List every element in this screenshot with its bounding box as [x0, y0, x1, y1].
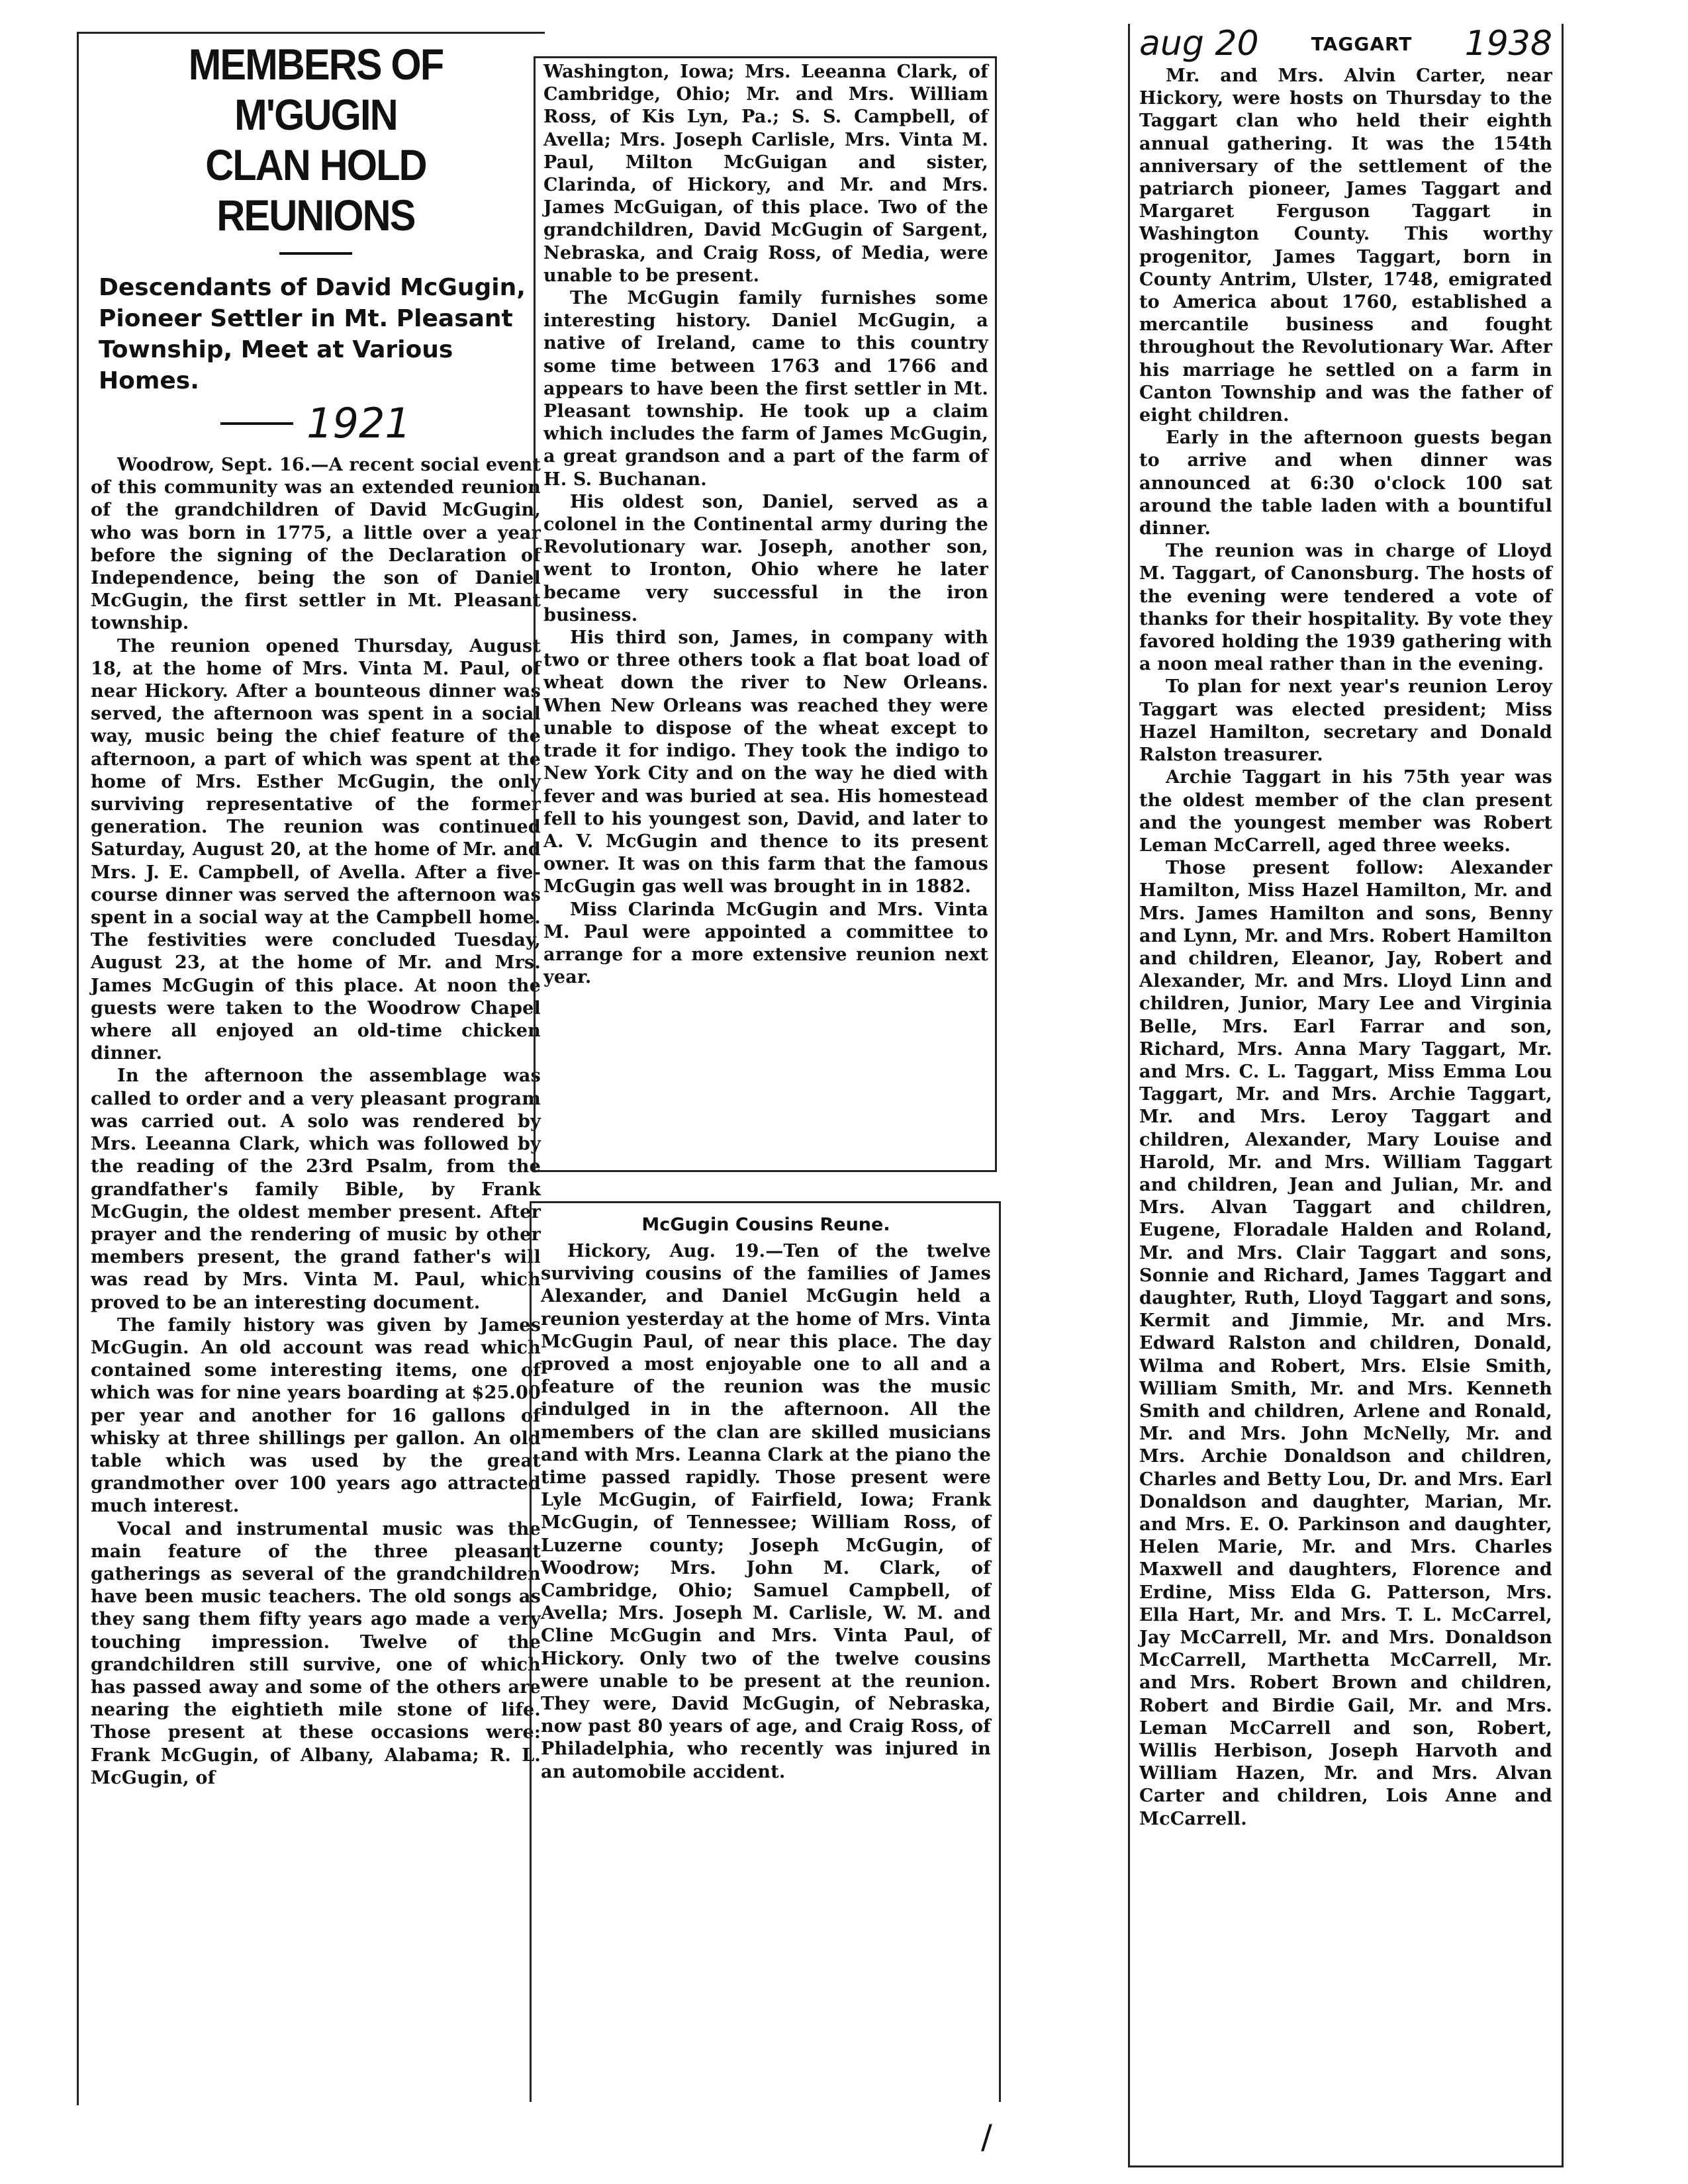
article-paragraph: Vocal and instrumental music was the main feature of the three pleasant gatherings as several of the grandchildren have been music teachers. The old songs as they sang them fifty years ago made a very touching impression. Twelve of the grandchildren still survive, one of which has passed away and some of the others are nearing the eightieth mile stone of life. Those present at these occasions were: Frank McGugin, of Albany, Alabama; R. L. McGugin, of [91, 1518, 541, 1788]
rule [279, 252, 352, 255]
article-paragraph: Archie Taggart in his 75th year was the oldest member of the clan present and the youngest member was Robert Leman McCarrell, aged three weeks. [1139, 767, 1552, 856]
article-paragraph: To plan for next year's reunion Leroy Taggart was elected president; Miss Hazel Hamilton, secretary and Donald Ralston treasurer. [1139, 676, 1552, 766]
header-row [1139, 24, 1552, 64]
year-row [91, 399, 541, 447]
article-paragraph: The reunion opened Thursday, August 18, at the home of Mrs. Vinta M. Paul, of near Hickory. After a bounteous dinner was served, the afternoon was spent in a social way, music being the chief feature of the afternoon, a part of which was spent at the home of Mrs. Esther McGugin, the only surviving representative of the former generation. The reunion was continued Saturday, August 20, at the home of Mr. and Mrs. J. E. Campbell, of Avella. After a five-course dinner was served the afternoon was spent in a social way at the Campbell home. The festivities were concluded Tuesday, August 23, at the home of Mr. and Mrs. James McGugin of this place. At noon the guests were taken to the Woodrow Chapel where all enjoyed an old-time chicken dinner. [91, 635, 541, 1064]
clipping-mcgugin-continuation [534, 56, 997, 1172]
headline: McGugin Cousins Reune. [641, 1214, 890, 1235]
headline-line-2: CLAN HOLD REUNIONS [205, 140, 426, 240]
handwritten-date: aug 20 [1139, 24, 1259, 64]
clipping-mcgugin-cousins [530, 1201, 1001, 2102]
article-paragraph: Washington, Iowa; Mrs. Leeanna Clark, of Cambridge, Ohio; Mr. and Mrs. William Ross, of Kis Lyn, Pa.; S. S. Campbell, of Avella; Mrs. Joseph Carlisle, Mrs. Vinta M. Paul, Milton McGuigan and sister, Clarinda, of Hickory, and Mr. and Mrs. James McGuigan, of this place. Two of the grandchildren, David McGugin of Sargent, Nebraska, and Craig Ross, of Media, were unable to be present. [543, 62, 988, 286]
article-paragraph: Those present follow: Alexander Hamilton, Miss Hazel Hamilton, Mr. and Mrs. James Hamilton and sons, Benny and Lynn, Mr. and Mrs. Robert Hamilton and children, Eleanor, Jay, Robert and Alexander, Mr. and Mrs. Lloyd Linn and children, Junior, Mary Lee and Virginia Belle, Mrs. Earl Farrar and son, Richard, Mrs. Anna Mary Taggart, Mr. and Mrs. C. L. Taggart, Miss Emma Lou Taggart, Mr. and Mrs. Archie Taggart, Mr. and Mrs. Leroy Taggart and children, Alexander, Mary Louise and Harold, Mr. and Mrs. William Taggart and children, Jean and Julian, Mr. and Mrs. Alvan Taggart and children, Eugene, Floradale Halden and Roland, Mr. and Mrs. Clair Taggart and sons, Sonnie and Richard, James Taggart and daughter, Ruth, Lloyd Taggart and sons, Kermit and Jimmie, Mr. and Mrs. Edward Ralston and children, Donald, Wilma and Robert, Mrs. Elsie Smith, William Smith, Mr. and Mrs. Kenneth Smith and children, Arlene and Ronald, Mr. and Mrs. John McNelly, Mr. and Mrs. Archie Donaldson and children, Charles and Betty Lou, Dr. and Mrs. Earl Donaldson and daughter, Marian, Mr. and Mrs. E. O. Parkinson and daughter, Helen Marie, Mr. and Mrs. Charles Maxwell and daughters, Florence and Erdine, Miss Elda G. Patterson, Mrs. Ella Hart, Mr. and Mrs. T. L. McCarrel, Jay McCarrell, Mr. and Mrs. Donaldson McCarrell, Marthetta McCarrell, Mr. and Mrs. Robert Brown and children, Robert and Birdie Gail, Mr. and Mrs. Leman McCarrell and son, Robert, Willis Herbison, Joseph Harvoth and William Hazen, Mr. and Mrs. Alvan Carter and children, Lois Anne and McCarrell. [1139, 858, 1552, 1829]
article-paragraph: Hickory, Aug. 19.—Ten of the twelve surviving cousins of the families of James Alexander, and Daniel McGugin held a reunion yesterday at the home of Mrs. Vinta McGugin Paul, of near this place. The day proved a most enjoyable one to all and a feature of the reunion was the music indulged in in the afternoon. All the members of the clan are skilled musicians and with Mrs. Leanna Clark at the piano the time passed rapidly. Those present were Lyle McGugin, of Fairfield, Iowa; Frank McGugin, of Tennessee; William Ross, of Luzerne county; Joseph McGugin, of Woodrow; Mrs. John M. Clark, of Cambridge, Ohio; Samuel Campbell, of Avella; Mrs. Joseph M. Carlisle, W. M. and Cline McGugin and Mrs. Vinta Paul, of Hickory. Only two of the twelve cousins were unable to be present at the reunion. They were, David McGugin, of Nebraska, now past 80 years of age, and Craig Ross, of Philadelphia, who recently was injured in an automobile accident. [541, 1241, 991, 1782]
article-paragraph: The reunion was in charge of Lloyd M. Taggart, of Canonsburg. The hosts of the evening were tendered a vote of thanks for their hospitality. By vote they favored holding the 1939 gathering with a noon meal rather than in the evening. [1139, 541, 1552, 675]
rule [220, 422, 293, 425]
article-paragraph: The family history was given by James McGugin. An old account was read which contained some interesting items, one of which was for nine years boarding at $25.00 per year and another for 16 gallons of whisky at three shillings per gallon. An old table which was used by the great grandmother over 100 years ago attracted much interest. [91, 1314, 541, 1517]
clipping-taggart-1938 [1128, 24, 1564, 2167]
article-paragraph: Woodrow, Sept. 16.—A recent social event of this community was an extended reunion of the grandchildren of David McGugin, who was born in 1775, a little over a year before the signing of the Declaration of Independence, being the son of Daniel McGugin, the first settler in Mt. Pleasant township. [91, 455, 541, 634]
handwritten-year: 1938 [1464, 24, 1552, 64]
article-paragraph: His oldest son, Daniel, served as a colonel in the Continental army during the Revolutionary war. Joseph, another son, went to Ironton, Ohio where he later became very successful in the iron business. [543, 491, 988, 625]
deck: Descendants of David McGugin, Pioneer Settler in Mt. Pleasant Township, Meet at Various Homes. [99, 274, 526, 394]
headline-line-1: MEMBERS OF M'GUGIN [188, 40, 444, 139]
clipping-mcgugin-1921 [77, 32, 545, 2105]
stray-pen-mark: / [981, 2118, 992, 2156]
article-paragraph: In the afternoon the assemblage was called to order and a very pleasant program was carried out. A solo was rendered by Mrs. Leeanna Clark, which was followed by the reading of the 23rd Psalm, from the grandfather's family Bible, by Frank McGugin, the oldest member present. After prayer and the rendering of music by other members present, the grand father's will was read by Mrs. Vinta M. Paul, which proved to be an interesting document. [91, 1066, 541, 1313]
article-paragraph: Miss Clarinda McGugin and Mrs. Vinta M. Paul were appointed a committee to arrange for a more extensive reunion next year. [543, 899, 988, 988]
article-paragraph: The McGugin family furnishes some interesting history. Daniel McGugin, a native of Ireland, came to this country some time between 1763 and 1766 and appears to have been the first settler in Mt. Pleasant township. He took up a claim which includes the farm of James McGugin, a great grandson and a part of the farm of H. S. Buchanan. [543, 288, 988, 490]
headline: TAGGART [1311, 32, 1413, 55]
article-paragraph: His third son, James, in company with two or three others took a flat boat load of wheat down the river to New Orleans. When New Orleans was reached they were unable to dispose of the wheat except to trade it for indigo. They took the indigo to New York City and on the way he died with fever and was buried at sea. His homestead fell to his youngest son, David, and later to A. V. McGugin and thence to its present owner. It was on this farm that the famous McGugin gas well was brought in in 1882. [543, 627, 988, 897]
article-paragraph: Early in the afternoon guests began to arrive and when dinner was announced at 6:30 o'clock 100 sat around the table laden with a bountiful dinner. [1139, 428, 1552, 539]
article-paragraph: Mr. and Mrs. Alvin Carter, near Hickory, were hosts on Thursday to the Taggart clan who held their eighth annual gathering. It was the 154th anniversary of the settlement of the patriarch pioneer, James Taggart and Margaret Ferguson Taggart in Washington County. This worthy progenitor, James Taggart, born in County Antrim, Ulster, 1748, emigrated to America about 1760, established a mercantile business and fought throughout the Revolutionary War. After his marriage he settled on a farm in Canton Township and was the father of eight children. [1139, 66, 1552, 426]
handwritten-year: 1921 [306, 399, 411, 447]
